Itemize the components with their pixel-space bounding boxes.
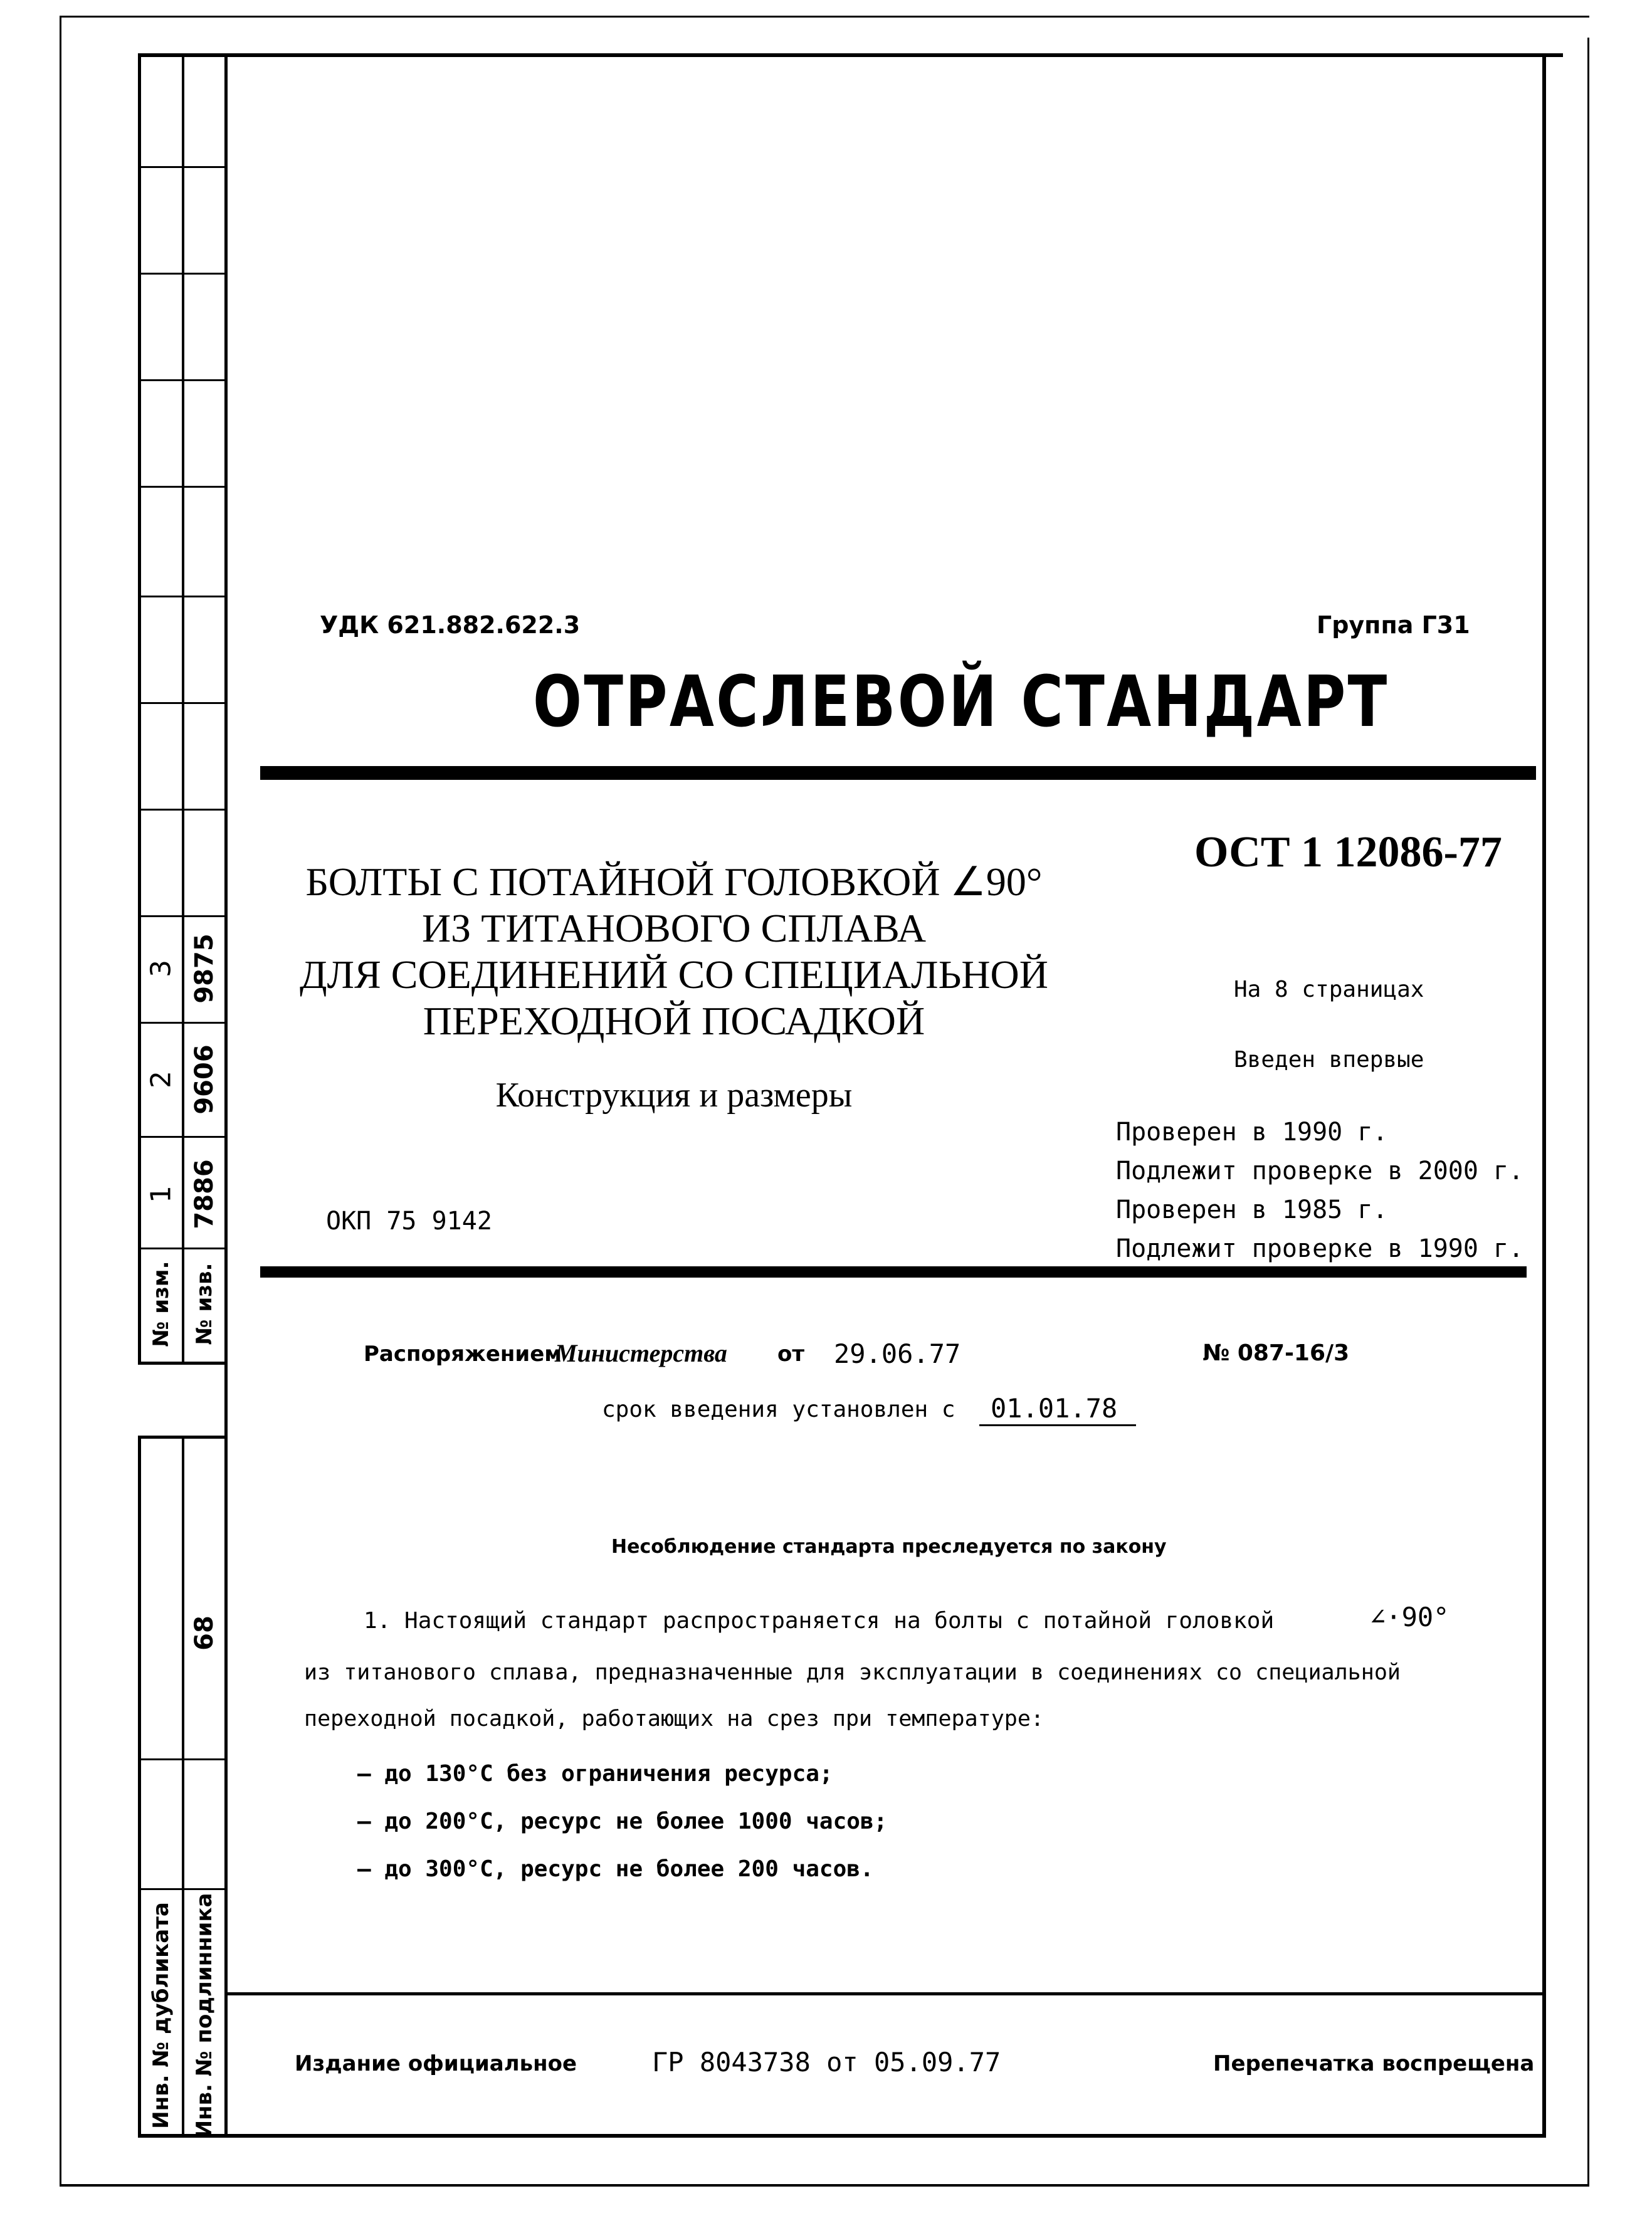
order-ministry: Министерства [555,1339,727,1367]
standard-subtitle: Конструкция и размеры [495,1076,853,1115]
order-from: от [777,1342,805,1367]
term-label: срок введения установлен с [602,1397,955,1422]
main-frame-bottom [138,2134,1545,2138]
side-bottom-rule [138,1888,226,1890]
side-top-rule [138,702,226,704]
body-line-3: переходной посадкой, работающих на срез при температуре: [304,1706,1044,1731]
footer-official-edition: Издание официальное [295,2051,577,2076]
order-number: № 087-16/3 [1202,1340,1350,1366]
outer-frame-right [1587,38,1589,2187]
side-top-mid [182,53,184,1363]
side-izv-2: 9606 [190,1044,219,1115]
main-frame-left [224,53,228,2138]
side-izv-1: 7886 [190,1159,219,1229]
temperature-item: – до 200°С, ресурс не более 1000 часов; [357,1809,888,1834]
introduced-note: Введен впервые [1234,1047,1424,1073]
term-date-underline [979,1424,1136,1426]
temperature-item: – до 130°С без ограничения ресурса; [357,1761,833,1787]
side-inv-value: 68 [190,1615,219,1651]
group-code: Группа Г31 [1317,611,1470,639]
footer-registration: ГР 8043738 от 05.09.77 [652,2047,1001,2078]
temperature-list [357,1750,887,1893]
side-label-dubl: Инв. № дубликата [149,1902,174,2129]
footer-divider [224,1992,1545,1995]
term-date: 01.01.78 [991,1393,1118,1424]
order-by: Распоряжением [364,1342,562,1367]
side-bottom-mid [182,1436,184,2138]
check-line: Проверен в 1990 г. [1116,1118,1388,1147]
side-izm-2: 2 [145,1071,177,1088]
body-angle: ∠·90° [1370,1602,1449,1632]
standard-name-line: БОЛТЫ С ПОТАЙНОЙ ГОЛОВКОЙ ∠90° [305,859,1043,904]
standard-number: ОСТ 1 12086-77 [1194,828,1502,876]
outer-frame-bottom [60,2184,1589,2187]
side-top-rule [138,379,226,381]
udk-code: УДК 621.882.622.3 [320,611,581,639]
check-history [1116,1113,1523,1268]
side-bottom-rule [138,1758,226,1760]
side-izv-3: 9875 [190,933,219,1004]
side-label-podl: Инв. № подлинника [192,1893,217,2138]
standard-name-line: ДЛЯ СОЕДИНЕНИЙ СО СПЕЦИАЛЬНОЙ [300,952,1048,997]
main-frame-right [1542,53,1546,2138]
side-top-rule [138,166,226,168]
body-line-2: из титанового сплава, предназначенные для эксплуатации в соединениях со специальной [304,1660,1401,1685]
side-top-rule [138,1136,226,1138]
side-top-rule [138,486,226,488]
side-top-rule [138,596,226,597]
side-top-rule [138,915,226,917]
standard-name [276,859,1072,1044]
side-label-izm: № изм. [149,1261,174,1347]
side-top-rule [138,809,226,811]
side-bottom-left [138,1436,141,2138]
pages-count: На 8 страницах [1234,977,1424,1002]
side-top-rule [138,1022,226,1024]
side-label-izv: № изв. [192,1263,217,1345]
check-line: Проверен в 1985 г. [1116,1195,1388,1224]
outer-frame-top [60,16,1589,18]
standard-name-line: ПЕРЕХОДНОЙ ПОСАДКОЙ [423,999,925,1043]
okp-code: ОКП 75 9142 [326,1207,492,1236]
side-top-bottom [138,1362,228,1365]
order-date: 29.06.77 [834,1338,961,1369]
main-frame-top [138,53,1563,57]
header-rule [260,766,1536,780]
outer-frame-left [60,16,61,2186]
side-izm-1: 1 [145,1185,177,1203]
document-title: ОТРАСЛЕВОЙ СТАНДАРТ [533,661,1389,743]
check-line: Подлежит проверке в 1990 г. [1116,1234,1524,1263]
standard-name-line: ИЗ ТИТАНОВОГО СПЛАВА [421,906,927,950]
footer-reprint-prohibited: Перепечатка воспрещена [1213,2051,1535,2076]
side-top-rule [138,1248,226,1249]
check-line: Подлежит проверке в 2000 г. [1116,1157,1524,1185]
temperature-item: – до 300°С, ресурс не более 200 часов. [357,1856,874,1882]
side-top-rule [138,273,226,275]
body-line-1: 1. Настоящий стандарт распространяется на болты с потайной головкой [364,1608,1275,1634]
side-izm-3: 3 [145,960,177,977]
law-notice: Несоблюдение стандарта преследуется по закону [611,1536,1167,1558]
side-top-left [138,53,141,1363]
name-block-rule [260,1266,1527,1278]
